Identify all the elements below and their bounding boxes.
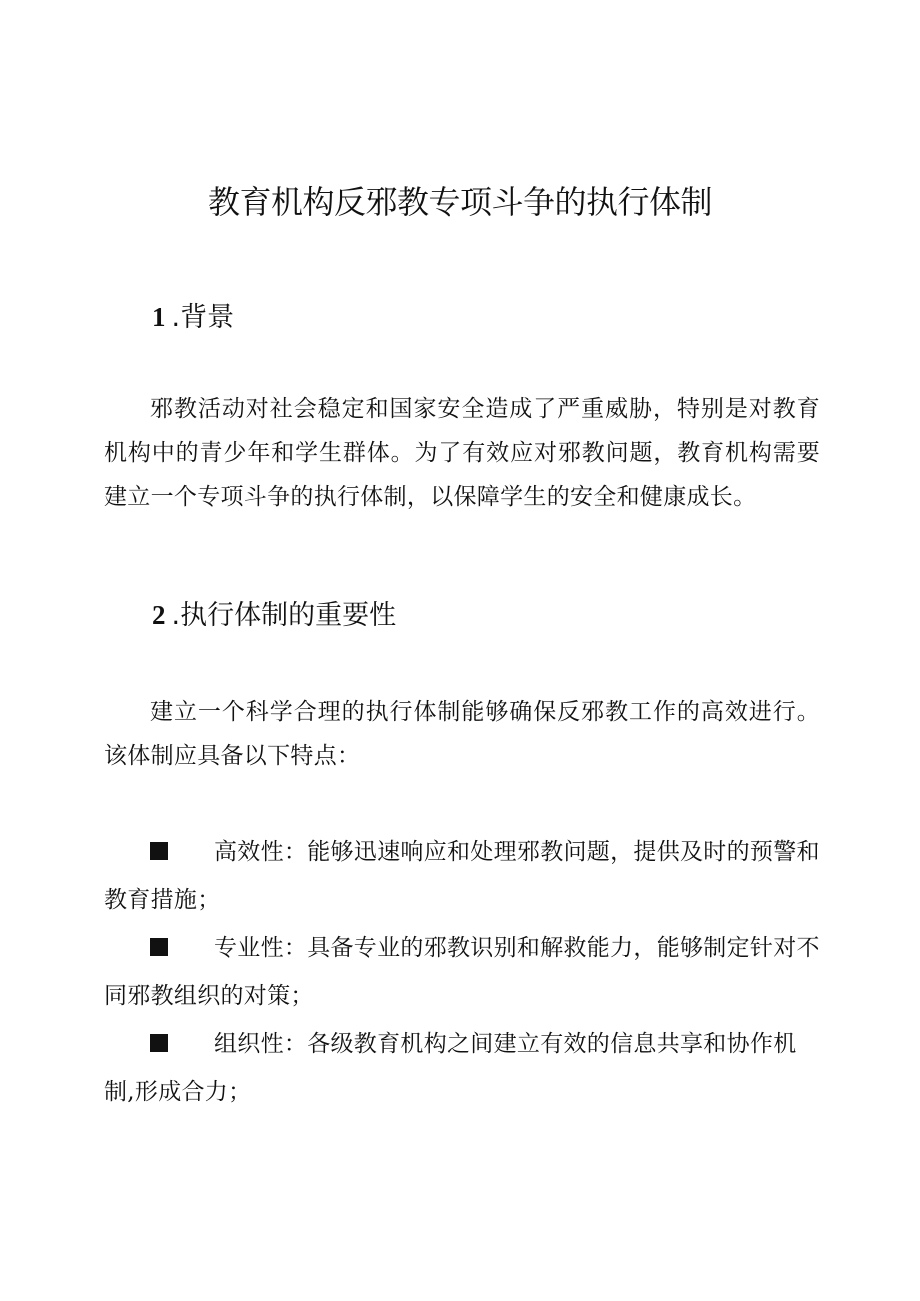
square-bullet-icon (150, 938, 168, 956)
section-1-number: 1 (152, 302, 166, 332)
bullet-text: 高效性：能够迅速响应和处理邪教问题，提供及时的预警和教育措施； (104, 839, 820, 913)
bullet-text: 专业性：具备专业的邪教识别和解救能力，能够制定针对不同邪教组织的对策； (104, 935, 820, 1009)
bullet-text: 组织性：各级教育机构之间建立有效的信息共享和协作机制,形成合力； (104, 1031, 797, 1105)
square-bullet-icon (150, 842, 168, 860)
section-1-title: .背景 (171, 302, 235, 333)
section-1-heading (152, 297, 234, 338)
document-title: 教育机构反邪教专项斗争的执行体制 (207, 183, 712, 221)
section-1-paragraph: 邪教活动对社会稳定和国家安全造成了严重威胁，特别是对教育机构中的青少年和学生群体。为了有效应对邪教问题，教育机构需要建立一个专项斗争的执行体制，以保障学生的安全和健康成长。 (104, 396, 820, 510)
bullet-item (104, 924, 820, 1020)
section-2-number: 2 (152, 600, 166, 630)
section-2-paragraph: 建立一个科学合理的执行体制能够确保反邪教工作的高效进行。该体制应具备以下特点： (104, 699, 820, 769)
section-2-title: .执行体制的重要性 (171, 600, 397, 631)
bullet-item (104, 828, 820, 924)
bullet-item (104, 1020, 820, 1116)
square-bullet-icon (150, 1034, 168, 1052)
section-2-heading (152, 595, 396, 636)
